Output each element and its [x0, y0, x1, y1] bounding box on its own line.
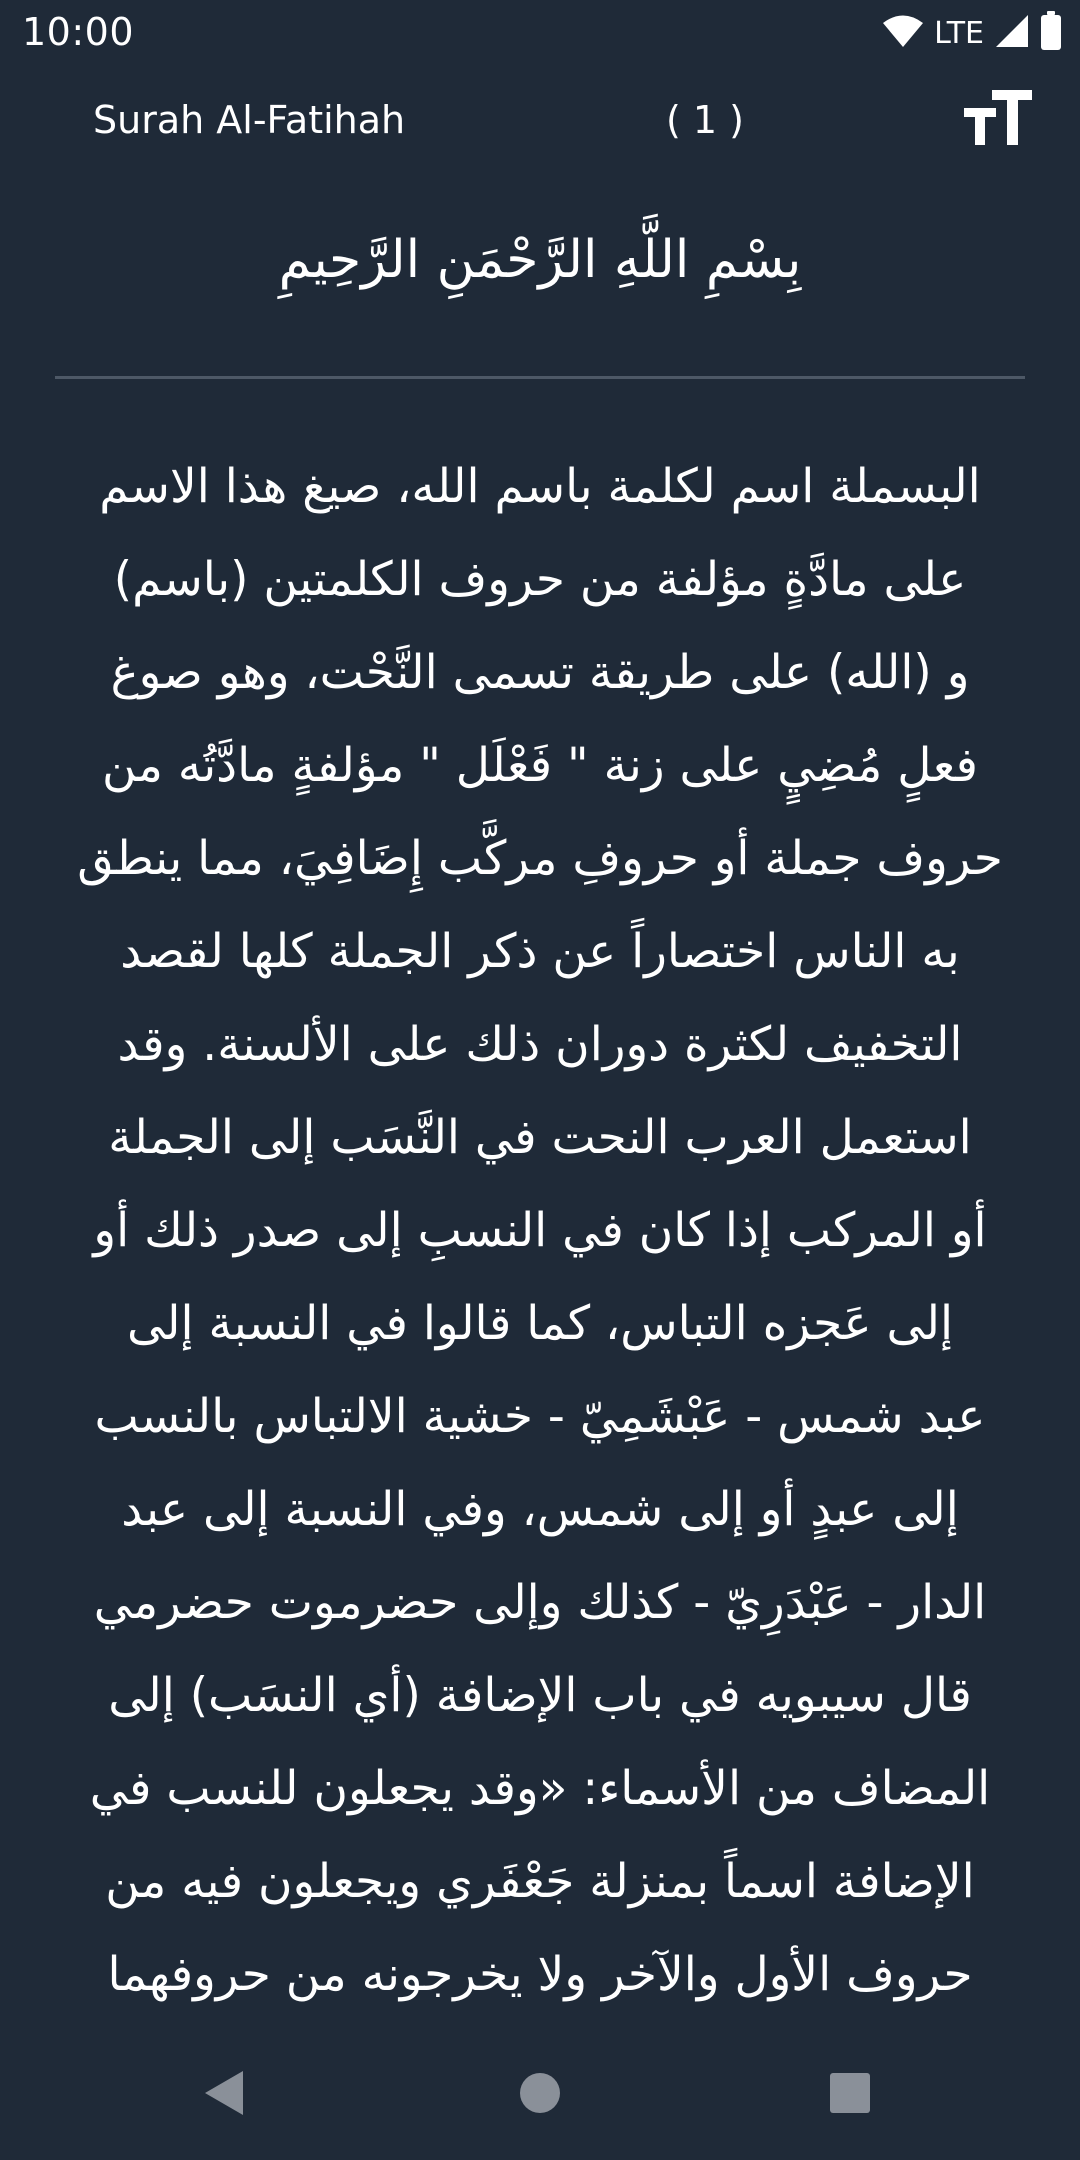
tafsir-line: التخفيف لكثرة دوران ذلك على الألسنة. وقد: [117, 1017, 963, 1072]
tafsir-line: الدار - عَبْدَرِيّ - كذلك وإلى حضرموت حضرمي: [93, 1575, 987, 1630]
surah-title: Surah Al-Fatihah: [93, 98, 406, 142]
tafsir-line: و (الله) على طريقة تسمى النَّحْت، وهو صوغ: [110, 645, 970, 700]
home-button[interactable]: [480, 2030, 600, 2160]
cell-signal-icon: [994, 13, 1030, 53]
tafsir-line: إلى عبدٍ أو إلى شمس، وفي النسبة إلى عبد: [121, 1482, 959, 1537]
status-time: 10:00: [22, 10, 135, 54]
tafsir-line: المضاف من الأسماء: «وقد يجعلون للنسب في: [89, 1761, 991, 1816]
tafsir-line: الإضافة اسماً بمنزلة جَعْفَري ويجعلون فيه من: [105, 1854, 975, 1909]
tafsir-line: على مادَّةٍ مؤلفة من حروف الكلمتين (باسم): [113, 552, 967, 607]
tafsir-line: أو المركب إذا كان في النسبِ إلى صدر ذلك أو: [93, 1203, 987, 1258]
ayah-number: ( 1 ): [666, 98, 744, 142]
recents-icon: [829, 2072, 871, 2118]
battery-icon: [1040, 11, 1062, 55]
bismillah-verse: بِسْمِ اللَّهِ الرَّحْمَنِ الرَّحِيمِ: [278, 230, 802, 290]
tafsir-line: استعمل العرب النحت في النَّسَب إلى الجملة: [108, 1110, 972, 1165]
status-bar: [0, 0, 1080, 66]
back-button[interactable]: [165, 2030, 285, 2160]
network-type: LTE: [934, 15, 984, 51]
tafsir-line: حروف الأول والآخر ولا يخرجونه من حروفهما: [107, 1947, 973, 2002]
text-size-icon: [964, 90, 1032, 150]
divider: [55, 376, 1025, 379]
tafsir-line: فعلٍ مُضِيٍ على زنة " فَعْلَل " مؤلفةٍ مادَّتُه من: [102, 738, 978, 793]
tafsir-line: إلى عَجزه التباس، كما قالوا في النسبة إلى: [126, 1296, 954, 1351]
tafsir-text: [36, 440, 1044, 2030]
status-icons: [882, 12, 1062, 54]
home-icon: [518, 2071, 562, 2119]
wifi-icon: [882, 14, 924, 52]
font-size-button[interactable]: [960, 88, 1036, 152]
tafsir-line: قال سيبويه في باب الإضافة (أي النسَب) إلى: [108, 1668, 972, 1723]
tafsir-line: به الناس اختصاراً عن ذكر الجملة كلها لقصد: [120, 924, 960, 979]
tafsir-line: حروف جملة أو حروفِ مركَّب إِضَافِيَ، مما ينطق: [77, 831, 1003, 886]
recents-button[interactable]: [790, 2030, 910, 2160]
navigation-bar: [0, 2030, 1080, 2160]
app-bar: [0, 70, 1080, 174]
tafsir-line: عبد شمس - عَبْشَمِيّ - خشية الالتباس بالنسب: [94, 1389, 986, 1444]
back-icon: [203, 2069, 247, 2121]
tafsir-line: البسملة اسم لكلمة باسم الله، صيغ هذا الاسم: [99, 459, 981, 514]
